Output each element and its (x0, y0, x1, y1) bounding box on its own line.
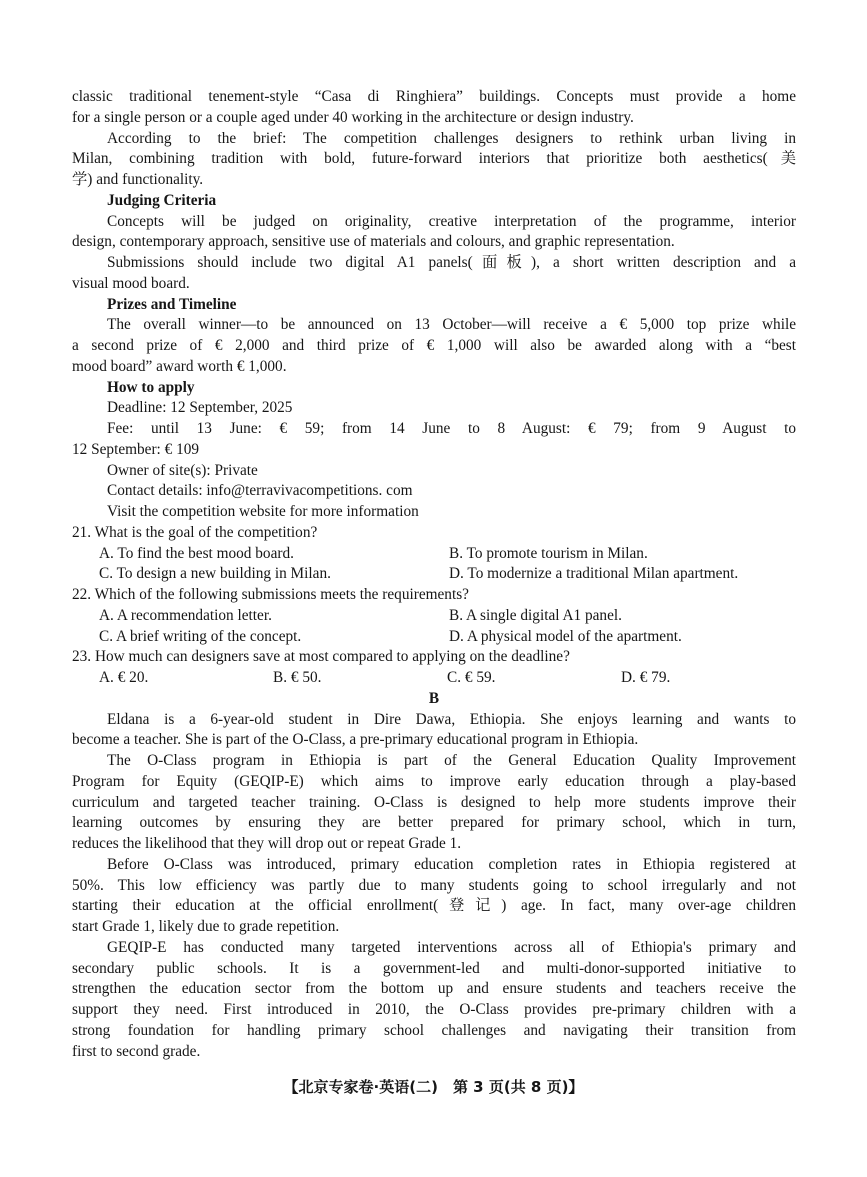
owner-text: Owner of site(s): Private (107, 461, 258, 479)
text-line: first to second grade. (72, 1042, 201, 1060)
text-line: mood board” award worth € 1,000. (72, 357, 287, 375)
b-paragraph-1 (72, 710, 796, 752)
text-line: Milan, combining tradition with bold, future-forward interiors that prioritize both aesthetics(美 (72, 150, 796, 168)
option-c[interactable]: C. € 59. (447, 669, 496, 686)
text-line: learning outcomes by ensuring they are better prepared for primary school, which in turn, (72, 814, 796, 832)
judging-heading: Judging Criteria (107, 191, 217, 209)
option-c[interactable]: C. To design a new building in Milan. (99, 565, 331, 583)
text-line: Concepts will be judged on originality, creative interpretation of the programme, interior (107, 212, 796, 230)
text-line: GEQIP-E has conducted many targeted interventions across all of Ethiopia's primary and (107, 938, 796, 956)
submissions-paragraph (72, 253, 796, 295)
text-line: 50%. This low efficiency was partly due to many students going to school irregularly and not (72, 876, 796, 894)
text-line: start Grade 1, likely due to grade repetition. (72, 918, 340, 935)
text-line: strengthen the education sector from the bottom up and ensure students and teachers receive the (72, 980, 796, 998)
question-23 (72, 647, 796, 689)
text-line: Program for Equity (GEQIP-E) which aims to improve early education through a play-based (72, 772, 796, 790)
option-a[interactable]: A. To find the best mood board. (99, 544, 294, 562)
option-c[interactable]: C. A brief writing of the concept. (99, 627, 302, 645)
page-footer: 【北京专家卷·英语(二) 第 3 页(共 8 页)】 (283, 1078, 584, 1096)
intro-paragraph (72, 87, 796, 129)
text-line: visual mood board. (72, 274, 190, 292)
options-row (72, 668, 796, 689)
section-b-label: B (428, 689, 440, 707)
text-line: a second prize of € 2,000 and third prize of € 1,000 will also be awarded along with a “best (72, 337, 796, 354)
contact-text: Contact details: info@terravivacompetitions. com (107, 482, 413, 500)
b-paragraph-2 (72, 751, 796, 855)
exam-page (72, 87, 796, 1062)
option-a[interactable]: A. € 20. (99, 669, 149, 686)
text-line: secondary public schools. It is a government-led and multi-donor-supported initiative to (72, 959, 796, 977)
options-row (72, 544, 796, 565)
question-stem: 23. How much can designers save at most compared to applying on the deadline? (72, 648, 570, 666)
deadline-text: Deadline: 12 September, 2025 (107, 399, 293, 417)
text-line: curriculum and targeted teacher training. O-Class is designed to help more students improve their (72, 793, 796, 811)
fee-paragraph (72, 419, 796, 461)
option-b[interactable]: B. To promote tourism in Milan. (449, 544, 648, 562)
options-row (72, 564, 796, 585)
question-21 (72, 523, 796, 585)
option-a[interactable]: A. A recommendation letter. (99, 606, 272, 624)
b-paragraph-4 (72, 938, 796, 1063)
judging-paragraph (72, 212, 796, 254)
text-line: support they need. First introduced in 2010, the O-Class provides pre-primary children with a (72, 1001, 796, 1018)
text-line: 学) and functionality. (72, 171, 204, 188)
text-line: reduces the likelihood that they will drop out or repeat Grade 1. (72, 835, 462, 852)
text-line: design, contemporary approach, sensitive use of materials and colours, and graphic representation. (72, 233, 675, 251)
text-line: Eldana is a 6-year-old student in Dire Dawa, Ethiopia. She enjoys learning and wants to (107, 710, 796, 728)
text-line: 12 September: € 109 (72, 440, 200, 458)
text-line: classic traditional tenement-style “Casa di Ringhiera” buildings. Concepts must provide a home (72, 88, 796, 105)
options-row (72, 606, 796, 627)
option-b[interactable]: B. A single digital A1 panel. (449, 606, 622, 624)
question-22 (72, 585, 796, 647)
text-line: Fee: until 13 June: € 59; from 14 June to 8 August: € 79; from 9 August to (107, 420, 796, 437)
text-line: strong foundation for handling primary school challenges and navigating their transition from (72, 1021, 796, 1039)
brief-paragraph (72, 129, 796, 191)
question-stem: 22. Which of the following submissions meets the requirements? (72, 586, 469, 603)
text-line: starting their education at the official enrollment(登记) age. In fact, many over-age children (72, 897, 796, 915)
prizes-paragraph (72, 315, 796, 377)
text-line: Submissions should include two digital A1 panels(面板), a short written description and a (107, 254, 796, 271)
options-row (72, 627, 796, 648)
text-line: The O-Class program in Ethiopia is part of the General Education Quality Improvement (107, 752, 796, 769)
text-line: According to the brief: The competition challenges designers to rethink urban living in (107, 129, 796, 147)
text-line: Before O-Class was introduced, primary education completion rates in Ethiopia registered at (107, 855, 796, 873)
option-d[interactable]: D. € 79. (621, 669, 671, 686)
option-b[interactable]: B. € 50. (273, 669, 322, 686)
option-d[interactable]: D. A physical model of the apartment. (449, 627, 682, 645)
question-stem: 21. What is the goal of the competition? (72, 523, 318, 541)
b-paragraph-3 (72, 855, 796, 938)
text-line: become a teacher. She is part of the O-Class, a pre-primary educational program in Ethiopia. (72, 731, 639, 749)
text-line: for a single person or a couple aged under 40 working in the architecture or design industry. (72, 108, 634, 126)
apply-heading: How to apply (107, 378, 195, 396)
text-line: The overall winner—to be announced on 13 October—will receive a € 5,000 top prize while (107, 316, 796, 334)
option-d[interactable]: D. To modernize a traditional Milan apartment. (449, 565, 739, 583)
prizes-heading: Prizes and Timeline (107, 295, 237, 313)
visit-text: Visit the competition website for more information (107, 503, 419, 520)
